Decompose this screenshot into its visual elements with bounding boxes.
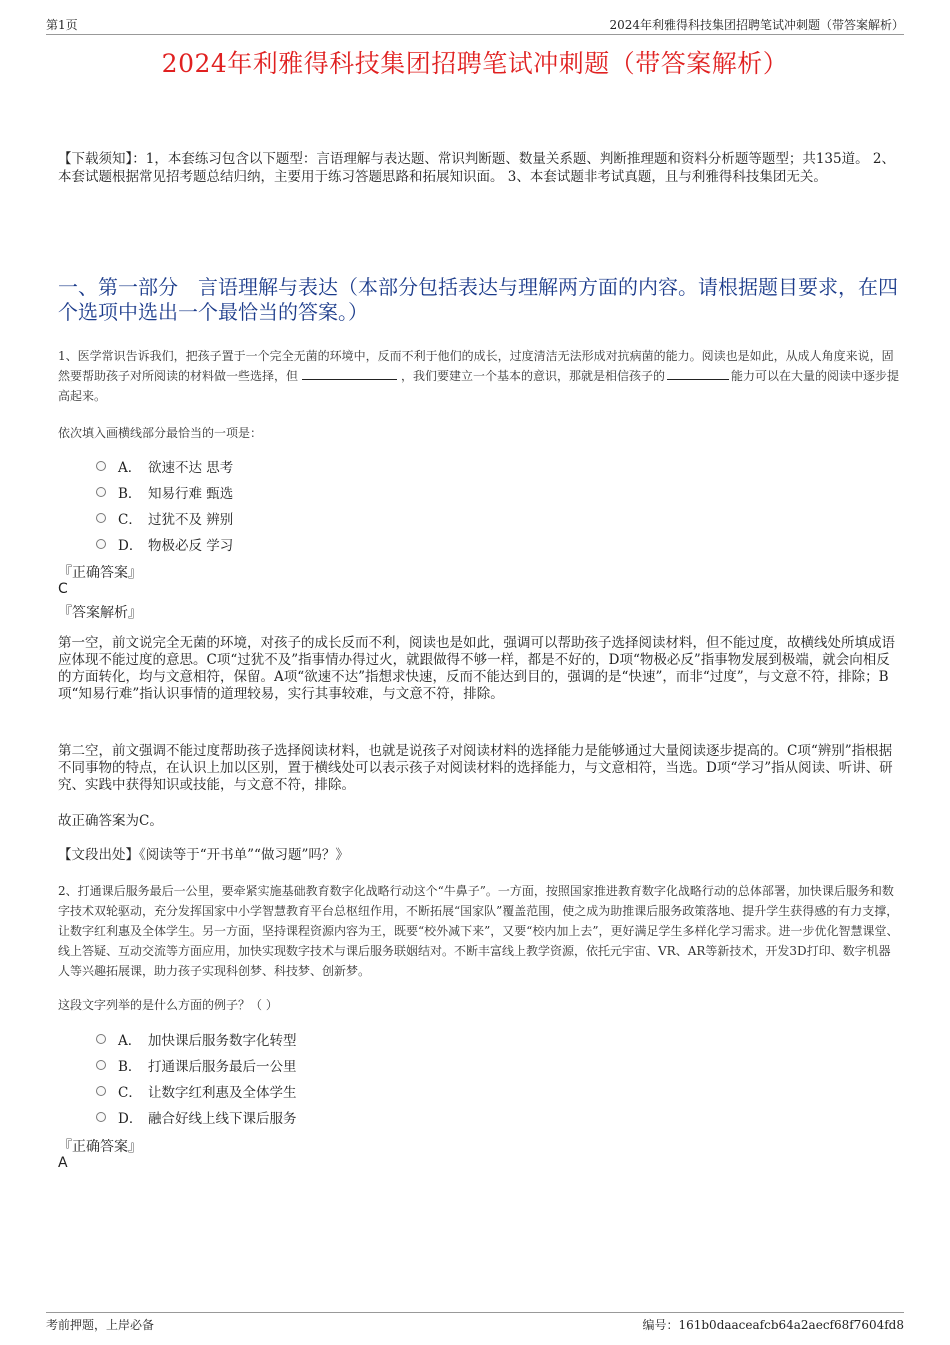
analysis-conclusion: 故正确答案为C。 (58, 813, 163, 829)
stem-part-1: 1、医学常识告诉我们，把孩子置于一个完全无菌的环境中，反而不利于他们的成长，过度清洁无法形成对抗病菌的能力。阅读也是如此，从成人角度来说，固然要帮助孩子对所阅读的材料做一些选择，但 (58, 349, 894, 383)
analysis-label: 『答案解析』 (58, 605, 142, 621)
analysis-paragraph-2: 第二空，前文强调不能过度帮助孩子选择阅读材料，也就是说孩子对阅读材料的选择能力是能够通过大量阅读逐步提高的。C项“辨别”指根据不同事物的特点，在认识上加以区别，置于横线处可以表示孩子对阅读材料的选择能力，与文意相符，当选。D项“学习”指从阅读、听讲、研究、实践中获得知识或技能，与文意不符，排除。 (58, 743, 893, 793)
section-heading: 一、第一部分 言语理解与表达（本部分包括表达与理解两方面的内容。请根据题目要求，在四个选项中选出一个最恰当的答案。） (58, 275, 898, 324)
question-1-options (96, 453, 233, 557)
radio-icon[interactable] (96, 1034, 106, 1044)
option-text: 物极必反 学习 (148, 538, 234, 554)
stem-part-2: ，我们要建立一个基本的意识，那就是相信孩子的 (401, 369, 666, 383)
option-text: 过犹不及 辨别 (148, 512, 234, 528)
page-header (46, 14, 904, 35)
option-d[interactable] (96, 531, 233, 557)
option-a[interactable] (96, 453, 233, 479)
document-id: 编号：161b0daaceafcb64a2aecf68f7604fd8 (642, 1318, 904, 1332)
answer-value: C (58, 581, 68, 597)
radio-icon[interactable] (96, 513, 106, 523)
option-letter: A． (118, 1033, 142, 1049)
radio-icon[interactable] (96, 1112, 106, 1122)
question-1-prompt: 依次填入画横线部分最恰当的一项是： (58, 426, 263, 440)
radio-icon[interactable] (96, 539, 106, 549)
option-text: 知易行难 甄选 (148, 486, 234, 502)
option-text: 欲速不达 思考 (148, 460, 234, 476)
option-d[interactable] (96, 1104, 297, 1130)
page-footer (46, 1312, 904, 1332)
radio-icon[interactable] (96, 1086, 106, 1096)
download-notice: 【下载须知】：1，本套练习包含以下题型：言语理解与表达题、常识判断题、数量关系题、判断推理题和资料分析题等题型；共135道。 2、本套试题根据常见招考题总结归纳，主要用于练习答题思路和拓展知识面。 3、本套试题非考试真题，且与利雅得科技集团无关。 (58, 151, 895, 185)
answer-value: A (58, 1155, 68, 1171)
option-text: 加快课后服务数字化转型 (148, 1033, 297, 1049)
analysis-paragraph-1: 第一空，前文说完全无菌的环境，对孩子的成长反而不利，阅读也是如此，强调可以帮助孩子选择阅读材料，但不能过度，故横线处所填成语应体现不能过度的意思。C项“过犹不及”指事情办得过火，就跟做得不够一样，都是不好的，D项“物极必反”指事物发展到极端，就会向相反的方面转化，均与文意相符，保留。A项“欲速不达”指想求快速，反而不能达到目的，强调的是“快速”，而非“过度”，与文意不符，排除；B项“知易行难”指认识事情的道理较易，实行其事较难，与文意不符，排除。 (58, 635, 895, 702)
blank-2 (667, 367, 729, 380)
page-number: 第1页 (46, 18, 78, 32)
option-text: 让数字红利惠及全体学生 (148, 1085, 297, 1101)
option-b[interactable] (96, 479, 233, 505)
radio-icon[interactable] (96, 1060, 106, 1070)
question-1-stem (58, 346, 900, 406)
option-letter: B． (118, 1059, 142, 1075)
footer-slogan: 考前押题，上岸必备 (46, 1318, 155, 1332)
question-2-prompt: 这段文字列举的是什么方面的例子？（ ） (58, 998, 278, 1012)
radio-icon[interactable] (96, 461, 106, 471)
blank-1 (302, 367, 397, 380)
option-letter: D． (118, 1111, 143, 1127)
question-2-options (96, 1026, 297, 1130)
answer-label: 『正确答案』 (58, 1139, 142, 1155)
option-text: 打通课后服务最后一公里 (148, 1059, 297, 1075)
question-2-stem: 2、打通课后服务最后一公里，要牵紧实施基础教育数字化战略行动这个“牛鼻子”。一方面，按照国家推进教育数字化战略行动的总体部署，加快课后服务和数字技术双轮驱动，充分发挥国家中小学智慧教育平台总枢纽作用，不断拓展“国家队”覆盖范围，使之成为助推课后服务政策落地、提升学生获得感的有力支撑，让数字红利惠及全体学生。另一方面，坚持课程资源内容为王，既要“校外减下来”，又要“校内加上去”，更好满足学生多样化学习需求。进一步优化智慧课堂、线上答疑、互动交流等方面应用，加快实现数字技术与课后服务联姻结对。不断丰富线上教学资源，依托元宇宙、VR、AR等新技术，开发3D打印、数字机器人等兴趣拓展课，助力孩子实现科创梦、科技梦、创新梦。 (58, 884, 899, 978)
radio-icon[interactable] (96, 487, 106, 497)
option-b[interactable] (96, 1052, 297, 1078)
option-letter: A． (118, 460, 142, 476)
document-title: 2024年利雅得科技集团招聘笔试冲刺题（带答案解析） (161, 49, 789, 78)
option-text: 融合好线上线下课后服务 (148, 1111, 297, 1127)
source-citation: 【文段出处】《阅读等于“开书单”“做习题”吗？》 (58, 847, 349, 863)
option-a[interactable] (96, 1026, 297, 1052)
option-c[interactable] (96, 505, 233, 531)
option-letter: C． (118, 1085, 142, 1101)
option-letter: D． (118, 538, 143, 554)
option-letter: B． (118, 486, 142, 502)
answer-label: 『正确答案』 (58, 565, 142, 581)
option-letter: C． (118, 512, 142, 528)
header-doc-title: 2024年利雅得科技集团招聘笔试冲刺题（带答案解析） (609, 18, 904, 32)
option-c[interactable] (96, 1078, 297, 1104)
stem-part-3: 能力可以在大量的阅读中逐步提高起来。 (58, 369, 900, 403)
